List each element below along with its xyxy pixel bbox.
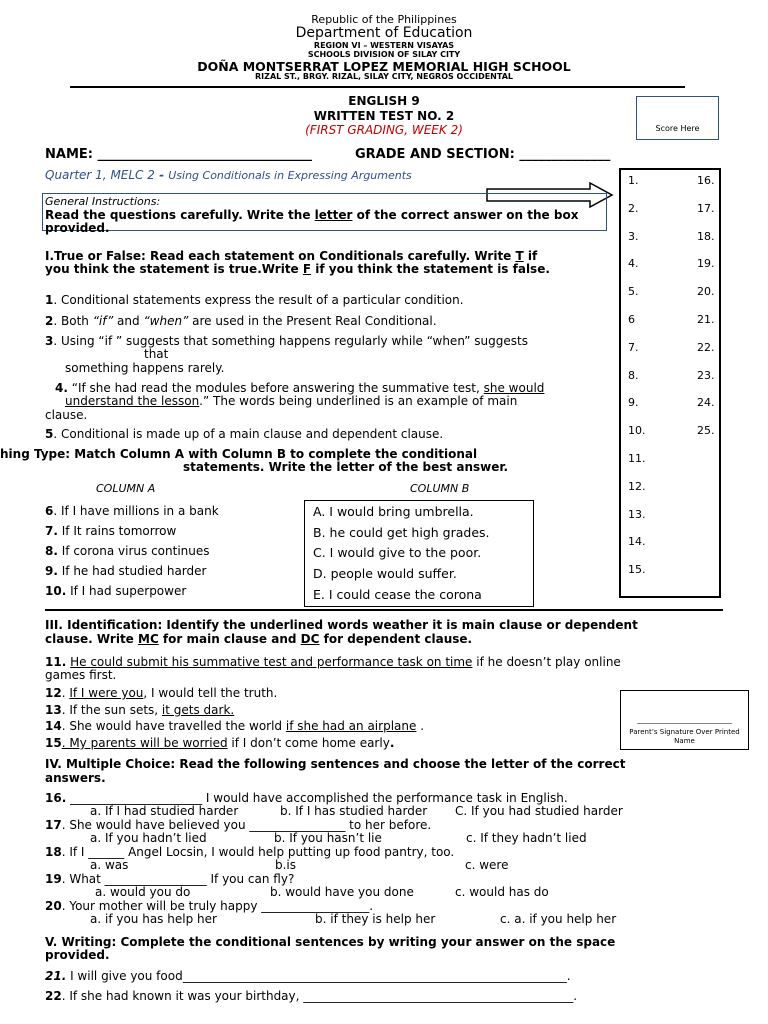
q2-and: and (113, 314, 144, 328)
q18-option-c: c. were (465, 858, 509, 872)
match-b-item: B. he could get high grades. (313, 525, 490, 540)
answer-slot[interactable]: 2. (628, 201, 639, 215)
part3-heading-line1: III. Identification: Identify the underlined words weather it is main clause or dependent (45, 618, 638, 632)
q11-a: if he doesn’t play online (472, 655, 621, 669)
match-a-item (45, 544, 210, 558)
match-a-item (45, 564, 206, 578)
q5-num: 5 (45, 427, 54, 441)
part2-heading-line1: hing Type: Match Column A with Column B to complete the conditional (0, 447, 478, 461)
test-title: WRITTEN TEST NO. 2 (313, 109, 455, 123)
q15-underline: . My parents will be worried (61, 736, 228, 750)
p3-h2b: for main clause and (158, 632, 301, 646)
instructions-label: General Instructions: (45, 195, 161, 208)
q18-text: . If I ______ Angel Locsin, I would help putting up food pantry, too. (61, 845, 455, 859)
part1-heading-line1 (45, 249, 537, 263)
q19-option-a: a. would you do (95, 885, 191, 899)
answer-slot[interactable]: 20. (697, 285, 715, 299)
q3-num: 3 (45, 334, 54, 348)
a-num: 8. (45, 544, 58, 558)
answer-slot[interactable]: 22. (697, 340, 715, 354)
melc-topic: Using Conditionals in Expressing Arguments (168, 169, 412, 182)
answer-slot[interactable]: 15. (628, 563, 646, 577)
q18-option-a: a. was (90, 858, 129, 872)
region-text: REGION VI – WESTERN VISAYAS (313, 41, 455, 50)
q13-num: 13 (45, 703, 62, 717)
question-2 (45, 314, 437, 328)
q2-b: are used in the Present Real Conditional. (188, 314, 437, 328)
part4-heading-line2: answers. (45, 771, 106, 785)
match-a-item (45, 524, 176, 538)
column-b-box (304, 500, 534, 607)
test-period: (FIRST GRADING, WEEK 2) (305, 123, 463, 137)
score-label: Score Here (655, 124, 700, 133)
q14-b: . (416, 719, 425, 733)
division-text: SCHOOLS DIVISION OF SILAY CITY (307, 50, 461, 59)
answer-slot[interactable]: 19. (697, 257, 715, 271)
question-3-end: something happens rarely. (65, 361, 225, 375)
header-divider (70, 86, 685, 88)
q4-underline2: understand the lesson (65, 394, 200, 408)
instructions-line1 (45, 208, 578, 222)
q15-b: . (389, 736, 395, 750)
republic-text: Republic of the Philippines (311, 13, 457, 26)
q4-underline1: she would (483, 381, 545, 395)
q2-a: . Both (53, 314, 93, 328)
part2-heading-line2: statements. Write the letter of the best answer. (183, 460, 509, 474)
p3-h2c: for dependent clause. (319, 632, 473, 646)
question-4-end: clause. (45, 408, 88, 422)
question-15 (45, 736, 394, 750)
q22-text: . If she had known it was your birthday, _____________________________________________. (61, 989, 578, 1003)
question-11-cont: games first. (45, 668, 117, 682)
school-name: DOÑA MONTSERRAT LOPEZ MEMORIAL HIGH SCHOOL (197, 59, 571, 74)
q2-num: 2 (45, 314, 54, 328)
part5-heading-line2: provided. (45, 948, 110, 962)
melc-quarter: Quarter 1, MELC 2 (45, 168, 155, 182)
q20-text: . Your mother will be truly happy __________________. (61, 899, 374, 913)
part1-h1u: T (515, 249, 524, 263)
column-b-header: COLUMN B (410, 482, 470, 495)
q22-num: 22 (45, 989, 62, 1003)
q20-num: 20 (45, 899, 62, 913)
a-num: 6 (45, 504, 54, 518)
a-num: 7. (45, 524, 58, 538)
question-13 (45, 703, 234, 717)
a-text: . If I have millions in a bank (53, 504, 219, 518)
test-subject: ENGLISH 9 (348, 94, 420, 108)
q2-when: “when” (143, 314, 189, 328)
department-text: Department of Education (295, 25, 473, 41)
q14-a: . She would have travelled the world (61, 719, 286, 733)
q15-num: 15 (45, 736, 62, 750)
instr-letter: letter (314, 208, 353, 222)
answer-slot[interactable]: 6 (628, 313, 635, 326)
answer-slot[interactable]: 14. (628, 535, 646, 549)
q16-option-c: C. If you had studied harder (455, 804, 623, 818)
part3-heading-line2 (45, 632, 472, 646)
answer-slot[interactable]: 21. (697, 313, 715, 326)
section-divider (45, 609, 723, 611)
part5-heading-line1: V. Writing: Complete the conditional sentences by writing your answer on the space (45, 935, 616, 949)
instr-text-b: of the correct answer on the box (352, 208, 579, 222)
q16-option-b: b. If I has studied harder (280, 804, 428, 818)
match-b-item: A. I would bring umbrella. (313, 504, 474, 519)
q4-b: .” The words being underlined is an example of main (199, 394, 518, 408)
q14-num: 14 (45, 719, 62, 733)
q4-num: 4. (55, 381, 68, 395)
q15-a: if I don’t come home early (227, 736, 390, 750)
question-16 (45, 791, 568, 805)
part1-h1b: if (523, 249, 538, 263)
q3-a: . Using “if ” suggests that something happens regularly while “when” suggests (53, 334, 528, 348)
q16-option-a: a. If I had studied harder (90, 804, 239, 818)
q5-text: . Conditional is made up of a main clause and dependent clause. (53, 427, 444, 441)
answer-slot[interactable]: 16. (697, 174, 715, 187)
match-a-item (45, 504, 219, 518)
a-num: 10. (45, 584, 67, 598)
q21-text: I will give you food________________________________________________________________. (66, 969, 571, 983)
q13-underline: it gets dark. (161, 703, 235, 717)
q18-num: 18 (45, 845, 62, 859)
q17-option-b: b. If you hasn’t lie (274, 831, 382, 845)
a-text: If corona virus continues (57, 544, 210, 558)
q12-a: . (61, 686, 70, 700)
q16-num: 16. (45, 791, 67, 805)
q12-b: , I would tell the truth. (143, 686, 278, 700)
q19-option-b: b. would have you done (270, 885, 414, 899)
q17-text: . She would have believed you ________________ to her before. (61, 818, 432, 832)
parent-signature-box[interactable] (620, 690, 749, 750)
signature-line: ___________________________ (637, 716, 732, 724)
p3-mc: MC (138, 632, 159, 646)
question-11 (45, 655, 621, 669)
answer-slot[interactable]: 3. (628, 229, 639, 243)
question-4 (55, 381, 544, 395)
question-21 (45, 969, 571, 983)
answer-slot[interactable]: 1. (628, 174, 639, 187)
answer-slot[interactable]: 23. (697, 368, 715, 382)
school-address: RIZAL ST., BRGY. RIZAL, SILAY CITY, NEGROS OCCIDENTAL (255, 72, 513, 81)
instructions-line2: provided. (45, 221, 110, 235)
name-field[interactable]: NAME: _________________________________ (45, 147, 312, 162)
q19-text: . What _________________ If you can fly? (61, 872, 295, 886)
question-5 (45, 427, 443, 441)
q1-text: . Conditional statements express the result of a particular condition. (53, 293, 464, 307)
part4-heading-line1: IV. Multiple Choice: Read the following sentences and choose the letter of the correct (45, 757, 626, 771)
question-18 (45, 845, 454, 859)
column-a-header: COLUMN A (96, 482, 156, 495)
answer-slot[interactable]: 18. (697, 229, 715, 243)
q18-option-b: b.is (275, 858, 297, 872)
melc-dash: - (154, 168, 169, 182)
a-num: 9. (45, 564, 58, 578)
match-b-item: C. I would give to the poor. (313, 545, 482, 560)
question-19 (45, 872, 294, 886)
question-17 (45, 818, 431, 832)
question-3-cont: that (144, 347, 169, 361)
a-text: If I had superpower (66, 584, 187, 598)
part1-h2a: you think the statement is true.Write (45, 262, 303, 276)
q20-option-a: a. if you has help her (90, 912, 217, 926)
question-12 (45, 686, 277, 700)
q17-option-c: c. If they hadn’t lied (466, 831, 587, 845)
answer-slot[interactable]: 17. (697, 201, 715, 215)
match-a-item (45, 584, 186, 598)
question-4-cont (65, 394, 517, 408)
question-14 (45, 719, 424, 733)
match-b-item: D. people would suffer. (313, 566, 457, 581)
q19-num: 19 (45, 872, 62, 886)
q4-a: “If she had read the modules before answering the summative test, (67, 381, 484, 395)
part1-h1a: I.True or False: Read each statement on Conditionals carefully. Write (45, 249, 516, 263)
q19-option-c: c. would has do (455, 885, 549, 899)
grade-section-field[interactable]: GRADE AND SECTION: ______________ (355, 147, 611, 162)
q11-num: 11. (45, 655, 67, 669)
match-b-item: E. I could cease the corona (313, 587, 482, 602)
question-22 (45, 989, 577, 1003)
answer-slot[interactable]: 12. (628, 479, 646, 493)
q11-underline: He could submit his summative test and performance task on time (70, 655, 473, 669)
answer-slot[interactable]: 8. (628, 368, 639, 382)
q17-num: 17 (45, 818, 62, 832)
p3-dc: DC (300, 632, 320, 646)
question-20 (45, 899, 373, 913)
a-text: If he had studied harder (57, 564, 207, 578)
q1-num: 1 (45, 293, 54, 307)
score-box[interactable] (636, 96, 719, 140)
q12-underline: If I were you (69, 686, 144, 700)
q21-num: 21. (45, 969, 67, 983)
answer-slot[interactable]: 25. (697, 424, 715, 438)
q2-if: “if” (92, 314, 114, 328)
question-3 (45, 334, 528, 348)
answer-slot[interactable]: 11. (628, 452, 646, 465)
q20-option-b: b. if they is help her (315, 912, 436, 926)
q16-text: ______________________ I would have accomplished the performance task in English. (66, 791, 568, 805)
q14-underline: if she had an airplane (285, 719, 417, 733)
q17-option-a: a. If you hadn’t lied (90, 831, 207, 845)
instr-text-a: Read the questions carefully. Write the (45, 208, 315, 222)
answer-slot[interactable]: 13. (628, 507, 646, 521)
answer-slot[interactable]: 4. (628, 257, 639, 271)
answer-slot[interactable]: 7. (628, 340, 639, 354)
answer-slot[interactable]: 5. (628, 285, 639, 299)
answer-slot[interactable]: 10. (628, 424, 646, 438)
q13-a: . If the sun sets, (61, 703, 162, 717)
p3-h2a: clause. Write (45, 632, 138, 646)
a-text: If It rains tomorrow (57, 524, 177, 538)
part1-h2u: F (302, 262, 312, 276)
answer-slot[interactable]: 9. (628, 396, 639, 410)
question-1 (45, 293, 464, 307)
part1-h2b: if you think the statement is false. (311, 262, 550, 276)
q20-option-c: c. a. if you help her (500, 912, 617, 926)
melc-line (45, 168, 412, 182)
part1-heading-line2 (45, 262, 550, 276)
signature-label: Parent’s Signature Over Printed Name (629, 728, 740, 745)
answer-slot[interactable]: 24. (697, 396, 715, 410)
q12-num: 12 (45, 686, 62, 700)
